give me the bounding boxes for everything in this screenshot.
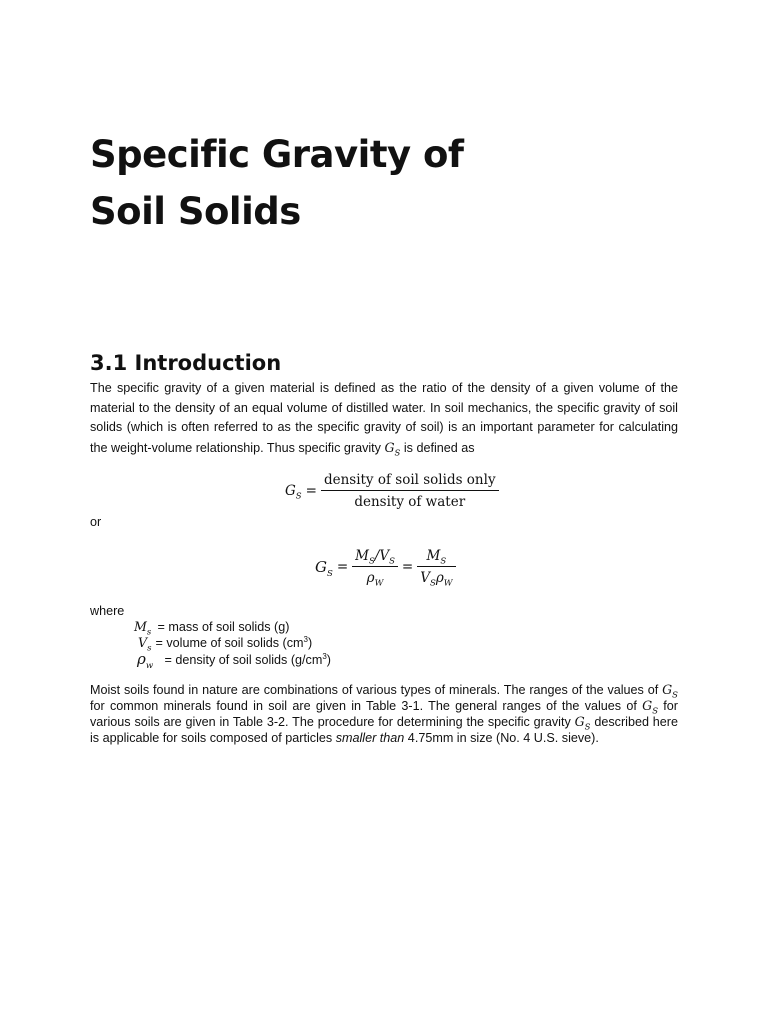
moist-symbol-1: $G_S$ xyxy=(662,682,678,701)
where-label: where xyxy=(90,604,125,618)
equation2-fraction-1 xyxy=(352,548,398,589)
equation1-denominator: density of water xyxy=(354,494,466,510)
equation2-equals-2: = xyxy=(401,559,414,575)
definition-density xyxy=(137,650,331,671)
page-title xyxy=(90,126,690,240)
moist-soils-paragraph: Moist soils found in nature are combinations of various types of minerals. The ranges of the values of $G_S$ for common minerals found in soil are given in Table 3-1. The general ranges of the values of $G_S$ for various soils are given in Table 3-2. The procedure for determining the specific gravity $G_S$ described here is applicable for soils composed of particles smaller than 4.75mm in size (No. 4 U.S. sieve). xyxy=(90,682,679,745)
equation2-fraction-2-denominator: $V_S\rho_W$ xyxy=(420,570,453,589)
definition-density-symbol: $\rho_w$ xyxy=(137,650,154,671)
intro-text-after: is defined as xyxy=(400,440,475,455)
definition-volume xyxy=(138,634,313,654)
definition-density-text: = density of soil solids $(g/cm^3)$ xyxy=(161,651,331,667)
equation1-equals: = xyxy=(305,483,317,499)
equation1-lhs: $G_S$ xyxy=(285,483,302,502)
equation-specific-gravity-formula xyxy=(315,548,456,589)
moist-symbol-2: $G_S$ xyxy=(642,698,659,717)
definition-mass-symbol: $M_s$ xyxy=(134,619,152,638)
or-label: or xyxy=(90,515,102,529)
equation2-fraction-1-denominator: $\rho_W$ xyxy=(366,570,384,589)
section-heading: 3.1 Introduction xyxy=(90,351,282,375)
emphasis-smaller-than: smaller than xyxy=(335,731,405,745)
definition-mass xyxy=(134,619,290,638)
equation-specific-gravity-definition xyxy=(285,472,499,510)
intro-paragraph xyxy=(90,379,678,458)
equation2-fraction-1-numerator: $M_S/V_S$ xyxy=(352,548,398,567)
moist-symbol-3: $G_S$ xyxy=(574,714,591,733)
equation2-fraction-2 xyxy=(417,548,455,589)
page-title-line-1: Specific Gravity of xyxy=(90,133,464,176)
equation2-equals-1: = xyxy=(336,559,349,575)
definition-mass-text: = mass of soil solids (g) xyxy=(154,620,290,634)
equation1-numerator: density of soil solids only xyxy=(321,472,499,491)
definition-volume-symbol: $V_s$ xyxy=(138,635,152,654)
equation2-lhs: $G_S$ xyxy=(315,558,333,579)
intro-text-before: The specific gravity of a given material is defined as the ratio of the density of a given volume of the material to the density of an equal volume of distilled water. In soil mechanics, the specific gravity of soil solids (which is often referred to as the specific gravity of soil) is an important parameter for calculating the weight-volume relationship. Thus specific gravity xyxy=(90,381,678,455)
equation1-fraction xyxy=(321,472,499,510)
intro-symbol: $G_S$ xyxy=(384,439,401,459)
definition-volume-text: = volume of soil solids $(cm^3)$ xyxy=(152,634,313,650)
page-title-line-2: Soil Solids xyxy=(90,190,301,233)
equation2-fraction-2-numerator: $M_S$ xyxy=(417,548,455,567)
